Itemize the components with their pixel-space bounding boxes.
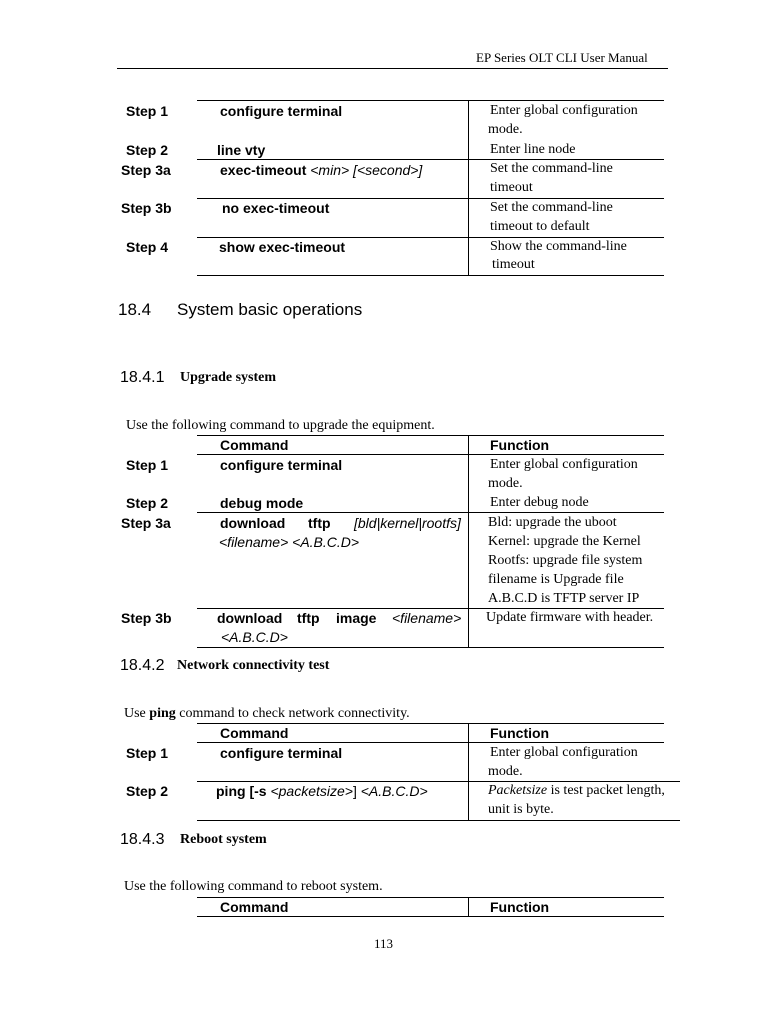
command-text: download bbox=[217, 610, 283, 626]
function-text: Enter line node bbox=[490, 142, 576, 157]
step-label: Step 2 bbox=[126, 783, 169, 799]
subsection-number: 18.4.3 bbox=[120, 831, 165, 848]
table-rule bbox=[197, 237, 664, 238]
command-text: tftp bbox=[297, 610, 320, 626]
table-rule bbox=[197, 897, 664, 898]
column-header-function: Function bbox=[490, 725, 550, 741]
command-text: image bbox=[336, 610, 377, 626]
step-label: Step 2 bbox=[126, 142, 169, 158]
command-text: download bbox=[220, 515, 286, 531]
command-text: line vty bbox=[217, 142, 266, 158]
function-text: mode. bbox=[488, 122, 523, 137]
page-number: 113 bbox=[374, 936, 394, 951]
table-rule bbox=[197, 512, 664, 513]
function-text: Packetsize is test packet length, bbox=[488, 783, 665, 798]
table-rule bbox=[197, 454, 664, 455]
intro-paragraph: Use the following command to reboot system. bbox=[124, 879, 383, 894]
table-rule bbox=[197, 100, 664, 101]
column-divider bbox=[468, 723, 469, 820]
step-label: Step 2 bbox=[126, 495, 169, 511]
column-header-command: Command bbox=[220, 725, 289, 741]
function-text: mode. bbox=[488, 764, 523, 779]
command-text: configure terminal bbox=[220, 103, 343, 119]
intro-paragraph: Use the following command to upgrade the equipment. bbox=[126, 418, 435, 433]
function-text: Rootfs: upgrade file system bbox=[488, 553, 643, 568]
subsection-title: Reboot system bbox=[180, 832, 267, 847]
column-header-command: Command bbox=[220, 899, 289, 915]
subsection-number: 18.4.2 bbox=[120, 657, 165, 674]
table-rule bbox=[197, 159, 664, 160]
step-label: Step 4 bbox=[126, 239, 169, 255]
function-text: timeout to default bbox=[490, 219, 590, 234]
step-label: Step 3b bbox=[121, 610, 172, 626]
step-label: Step 3a bbox=[121, 162, 171, 178]
table-rule bbox=[197, 435, 664, 436]
column-divider bbox=[468, 435, 469, 647]
subsection-title: Network connectivity test bbox=[177, 658, 330, 673]
function-text: Kernel: upgrade the Kernel bbox=[488, 534, 641, 549]
function-text: A.B.C.D is TFTP server IP bbox=[488, 591, 640, 606]
intro-paragraph: Use ping command to check network connectivity. bbox=[124, 706, 410, 721]
function-text: Bld: upgrade the uboot bbox=[488, 515, 617, 530]
table-rule bbox=[197, 723, 664, 724]
column-divider bbox=[468, 100, 469, 275]
function-text: Show the command-line bbox=[490, 239, 627, 254]
table-rule bbox=[197, 198, 664, 199]
function-text: Enter global configuration bbox=[490, 745, 638, 760]
function-text: mode. bbox=[488, 476, 523, 491]
function-text: Enter global configuration bbox=[490, 103, 638, 118]
function-text: timeout bbox=[490, 180, 533, 195]
command-text: <A.B.C.D> bbox=[221, 629, 288, 645]
table-rule bbox=[197, 742, 664, 743]
command-text: debug mode bbox=[220, 495, 304, 511]
table-rule bbox=[197, 275, 664, 276]
column-divider bbox=[468, 897, 469, 916]
command-text: ping [-s <packetsize>] <A.B.C.D> bbox=[216, 783, 428, 799]
table-rule bbox=[197, 820, 680, 821]
function-text: Update firmware with header. bbox=[486, 610, 654, 625]
function-text: timeout bbox=[492, 257, 535, 272]
column-header-command: Command bbox=[220, 437, 289, 453]
function-text: Enter global configuration bbox=[490, 457, 638, 472]
column-header-function: Function bbox=[490, 437, 550, 453]
command-text: configure terminal bbox=[220, 745, 343, 761]
subsection-number: 18.4.1 bbox=[120, 369, 165, 386]
column-header-function: Function bbox=[490, 899, 550, 915]
command-text: no exec-timeout bbox=[222, 200, 330, 216]
function-text: unit is byte. bbox=[488, 802, 554, 817]
function-text: filename is Upgrade file bbox=[488, 572, 624, 587]
command-text: tftp bbox=[308, 515, 331, 531]
step-label: Step 3a bbox=[121, 515, 171, 531]
step-label: Step 1 bbox=[126, 457, 169, 473]
table-rule bbox=[197, 608, 664, 609]
command-text: <filename> <A.B.C.D> bbox=[219, 534, 360, 550]
function-text: Enter debug node bbox=[490, 495, 589, 510]
command-text: show exec-timeout bbox=[219, 239, 346, 255]
subsection-title: Upgrade system bbox=[180, 370, 277, 385]
table-rule bbox=[197, 647, 664, 648]
header-rule bbox=[117, 68, 668, 69]
command-text: <filename> bbox=[392, 610, 462, 626]
step-label: Step 1 bbox=[126, 103, 169, 119]
command-text: configure terminal bbox=[220, 457, 343, 473]
table-rule bbox=[197, 916, 664, 917]
running-header: EP Series OLT CLI User Manual bbox=[476, 50, 648, 65]
command-text: exec-timeout <min> [<second>] bbox=[220, 162, 423, 178]
section-title: System basic operations bbox=[177, 300, 363, 319]
section-number: 18.4 bbox=[118, 300, 152, 319]
function-text: Set the command-line bbox=[490, 161, 613, 176]
function-text: Set the command-line bbox=[490, 200, 613, 215]
table-rule bbox=[197, 781, 680, 782]
command-text: [bld|kernel|rootfs] bbox=[354, 515, 461, 531]
step-label: Step 1 bbox=[126, 745, 169, 761]
step-label: Step 3b bbox=[121, 200, 172, 216]
